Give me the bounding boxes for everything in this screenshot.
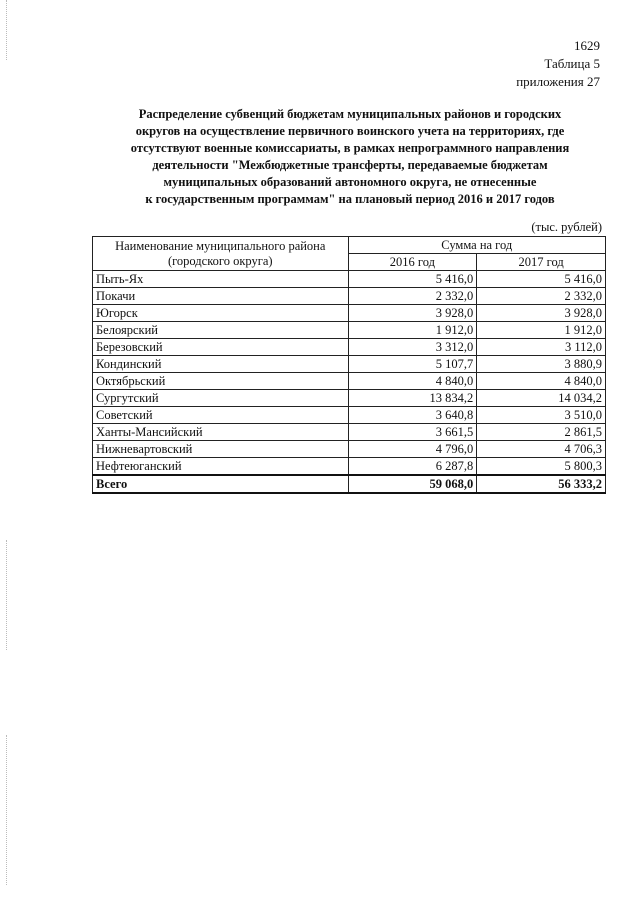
title-line: к государственным программам" на плановый период 2016 и 2017 годов [145, 192, 555, 206]
value-2016: 4 796,0 [348, 441, 477, 458]
value-2017: 4 840,0 [477, 373, 606, 390]
margin-dots-middle [6, 540, 9, 650]
municipality-name: Кондинский [93, 356, 349, 373]
column-header-2016: 2016 год [348, 254, 477, 271]
table-row [93, 407, 606, 424]
table-row [93, 458, 606, 476]
value-2017: 1 912,0 [477, 322, 606, 339]
value-2016: 3 640,8 [348, 407, 477, 424]
value-2016: 1 912,0 [348, 322, 477, 339]
margin-dots-lower [6, 735, 9, 885]
municipality-name: Белоярский [93, 322, 349, 339]
value-2017: 5 800,3 [477, 458, 606, 476]
column-header-line: (городского округа) [167, 253, 273, 268]
value-2016: 6 287,8 [348, 458, 477, 476]
column-header-line: Наименование муниципального района [115, 238, 326, 253]
total-row [93, 475, 606, 493]
margin-dots-top [6, 0, 9, 60]
value-2017: 3 928,0 [477, 305, 606, 322]
units-label: (тыс. рублей) [531, 220, 602, 234]
value-2016: 4 840,0 [348, 373, 477, 390]
value-2017: 2 332,0 [477, 288, 606, 305]
municipality-name: Ханты-Мансийский [93, 424, 349, 441]
value-2017: 2 861,5 [477, 424, 606, 441]
municipality-name: Покачи [93, 288, 349, 305]
table-reference [516, 55, 600, 91]
table-row [93, 288, 606, 305]
municipality-name: Советский [93, 407, 349, 424]
table-row [93, 424, 606, 441]
title-line: округов на осуществление первичного воинского учета на территориях, где [135, 124, 565, 138]
value-2016: 3 661,5 [348, 424, 477, 441]
title-line: Распределение субвенций бюджетам муниципальных районов и городских [138, 107, 562, 121]
table-row [93, 339, 606, 356]
column-header-2017: 2017 год [477, 254, 606, 271]
value-2017: 14 034,2 [477, 390, 606, 407]
table-label: Таблица 5 [544, 56, 600, 71]
value-2016: 5 107,7 [348, 356, 477, 373]
table-row [93, 305, 606, 322]
column-header-sum: Сумма на год [348, 237, 605, 254]
value-2016: 3 928,0 [348, 305, 477, 322]
value-2017: 5 416,0 [477, 271, 606, 288]
column-header-municipality [93, 237, 349, 271]
document-title [100, 106, 600, 208]
title-line: муниципальных образований автономного округа, не отнесенные [163, 175, 537, 189]
value-2017: 3 510,0 [477, 407, 606, 424]
value-2016: 3 312,0 [348, 339, 477, 356]
municipality-name: Сургутский [93, 390, 349, 407]
value-2016: 13 834,2 [348, 390, 477, 407]
municipality-name: Нижневартовский [93, 441, 349, 458]
table-row [93, 390, 606, 407]
municipality-name: Октябрьский [93, 373, 349, 390]
municipality-name: Пыть-Ях [93, 271, 349, 288]
total-2016: 59 068,0 [348, 475, 477, 493]
table-row [93, 322, 606, 339]
table-row [93, 271, 606, 288]
value-2017: 3 880,9 [477, 356, 606, 373]
total-label: Всего [93, 475, 349, 493]
title-line: деятельности "Межбюджетные трансферты, передаваемые бюджетам [152, 158, 548, 172]
municipality-name: Березовский [93, 339, 349, 356]
page-number: 1629 [574, 38, 600, 53]
table-row [93, 373, 606, 390]
table-row [93, 356, 606, 373]
municipality-name: Нефтеюганский [93, 458, 349, 476]
value-2017: 4 706,3 [477, 441, 606, 458]
title-line: отсутствуют военные комиссариаты, в рамках непрограммного направления [130, 141, 570, 155]
appendix-label: приложения 27 [516, 74, 600, 89]
header-row [93, 237, 606, 254]
total-2017: 56 333,2 [477, 475, 606, 493]
value-2016: 2 332,0 [348, 288, 477, 305]
subventions-table [92, 236, 606, 494]
value-2017: 3 112,0 [477, 339, 606, 356]
table-row [93, 441, 606, 458]
municipality-name: Югорск [93, 305, 349, 322]
value-2016: 5 416,0 [348, 271, 477, 288]
